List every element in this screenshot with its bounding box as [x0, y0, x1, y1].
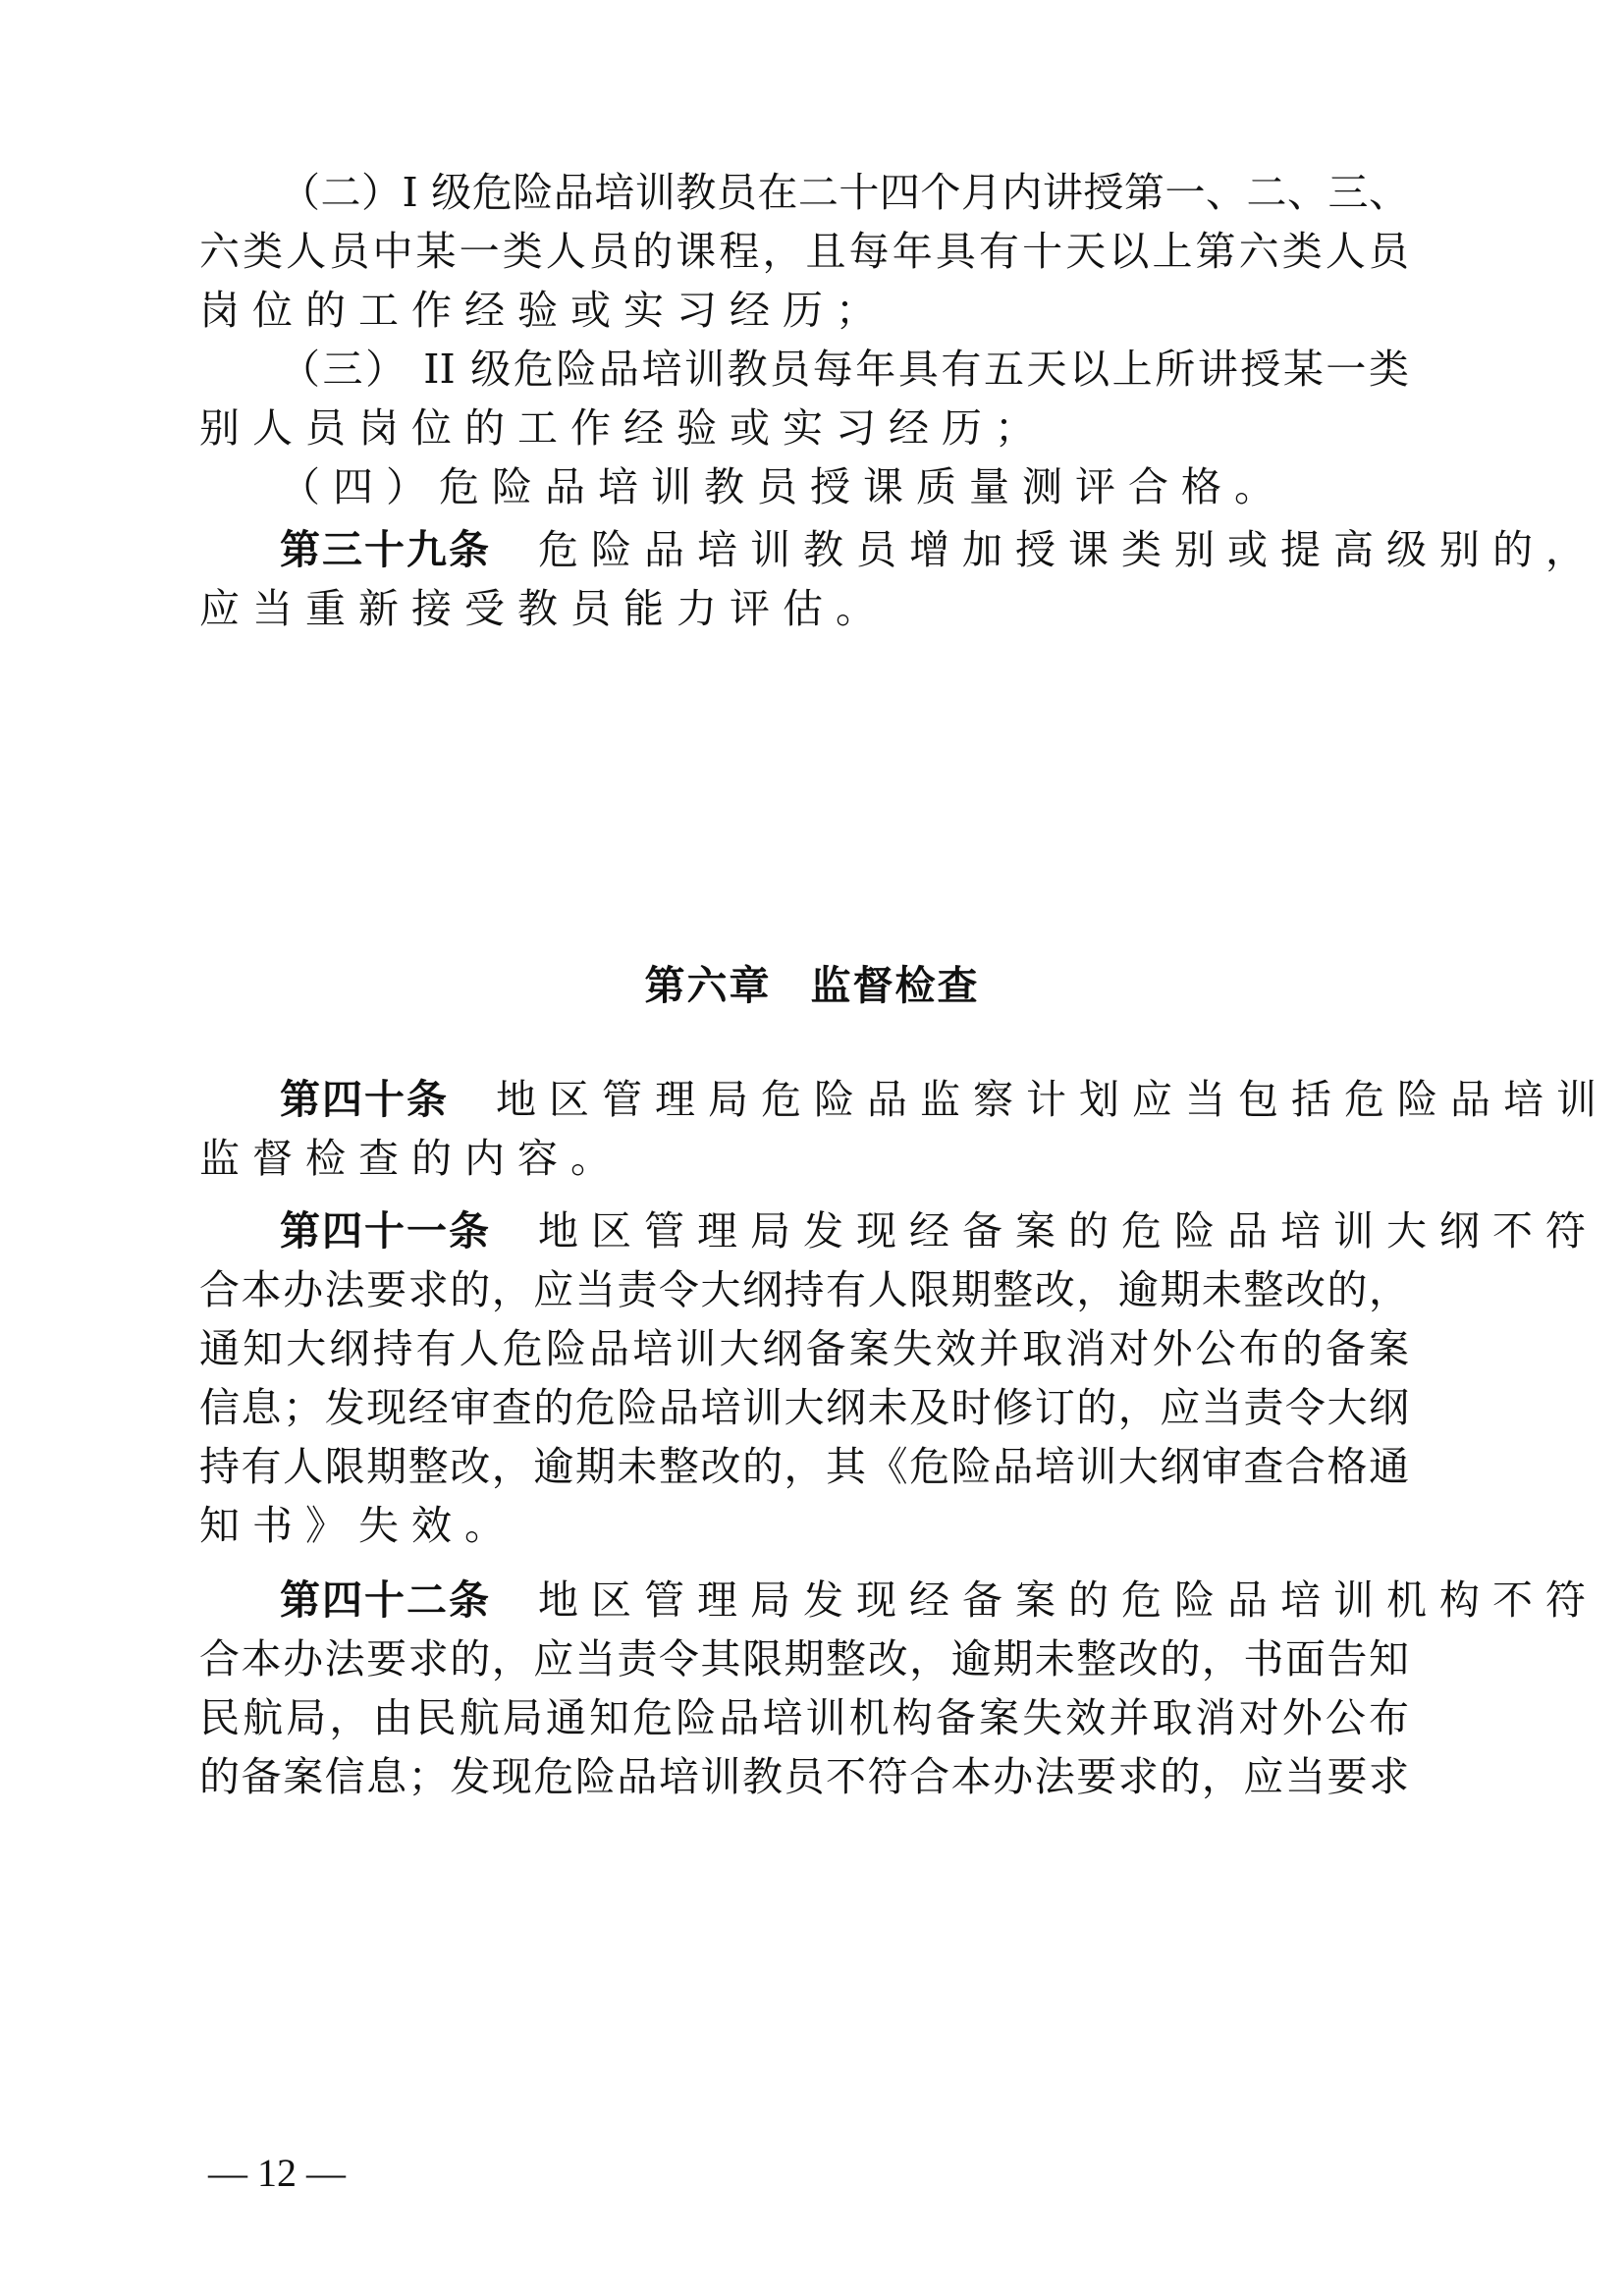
chapter-number: 第六章 [644, 962, 772, 1009]
article-40-first-line [280, 1070, 1609, 1129]
article-41-line-5: 持有人限期整改，逾期未整改的，其《危险品培训大纲审查合格通 [199, 1443, 1409, 1490]
article-40-heading: 第四十条 [280, 1076, 449, 1123]
chapter-heading [0, 954, 1624, 1017]
article-41-heading: 第四十一条 [280, 1207, 491, 1255]
article-41-first-line [280, 1201, 1598, 1260]
article-42-line-4: 的备案信息；发现危险品培训教员不符合本办法要求的，应当要求 [199, 1753, 1409, 1800]
item-2-line-1: （二）I 级危险品培训教员在二十四个月内讲授第一、二、三、 [280, 169, 1409, 216]
article-41-line-6: 知书》失效。 [199, 1502, 517, 1549]
article-42-line-3: 民航局，由民航局通知危险品培训机构备案失效并取消对外公布 [199, 1694, 1409, 1741]
item-2-line-2: 六类人员中某一类人员的课程，且每年具有十天以上第六类人员 [199, 228, 1409, 275]
article-39-line-1: 危险品培训教员增加授课类别或提高级别的， [538, 526, 1598, 573]
article-40-line-2: 监督检查的内容。 [199, 1135, 623, 1182]
item-4-line-1: （四）危险品培训教员授课质量测评合格。 [280, 463, 1287, 510]
article-39-heading: 第三十九条 [280, 526, 491, 573]
article-42-line-1: 地区管理局发现经备案的危险品培训机构不符 [538, 1576, 1598, 1624]
item-2-line-3: 岗位的工作经验或实习经历； [199, 287, 889, 334]
article-41-line-1: 地区管理局发现经备案的危险品培训大纲不符 [538, 1207, 1598, 1255]
article-39-line-2: 应当重新接受教员能力评估。 [199, 585, 889, 632]
article-42-line-2: 合本办法要求的，应当责令其限期整改，逾期未整改的，书面告知 [199, 1635, 1409, 1682]
article-39-first-line [280, 520, 1598, 579]
article-42-first-line [280, 1571, 1598, 1629]
article-40-line-1: 地区管理局危险品监察计划应当包括危险品培训 [496, 1076, 1609, 1123]
page-number: — 12 — [208, 2151, 346, 2195]
item-3-line-1: （三） II 级危险品培训教员每年具有五天以上所讲授某一类 [280, 346, 1409, 393]
chapter-title: 监督检查 [810, 962, 980, 1009]
item-3-line-2: 别人员岗位的工作经验或实习经历； [199, 404, 1048, 452]
article-41-line-3: 通知大纲持有人危险品培训大纲备案失效并取消对外公布的备案 [199, 1325, 1409, 1372]
article-41-line-2: 合本办法要求的，应当责令大纲持有人限期整改，逾期未整改的， [199, 1266, 1409, 1313]
article-42-heading: 第四十二条 [280, 1576, 491, 1624]
article-41-line-4: 信息；发现经审查的危险品培训大纲未及时修订的，应当责令大纲 [199, 1384, 1409, 1431]
